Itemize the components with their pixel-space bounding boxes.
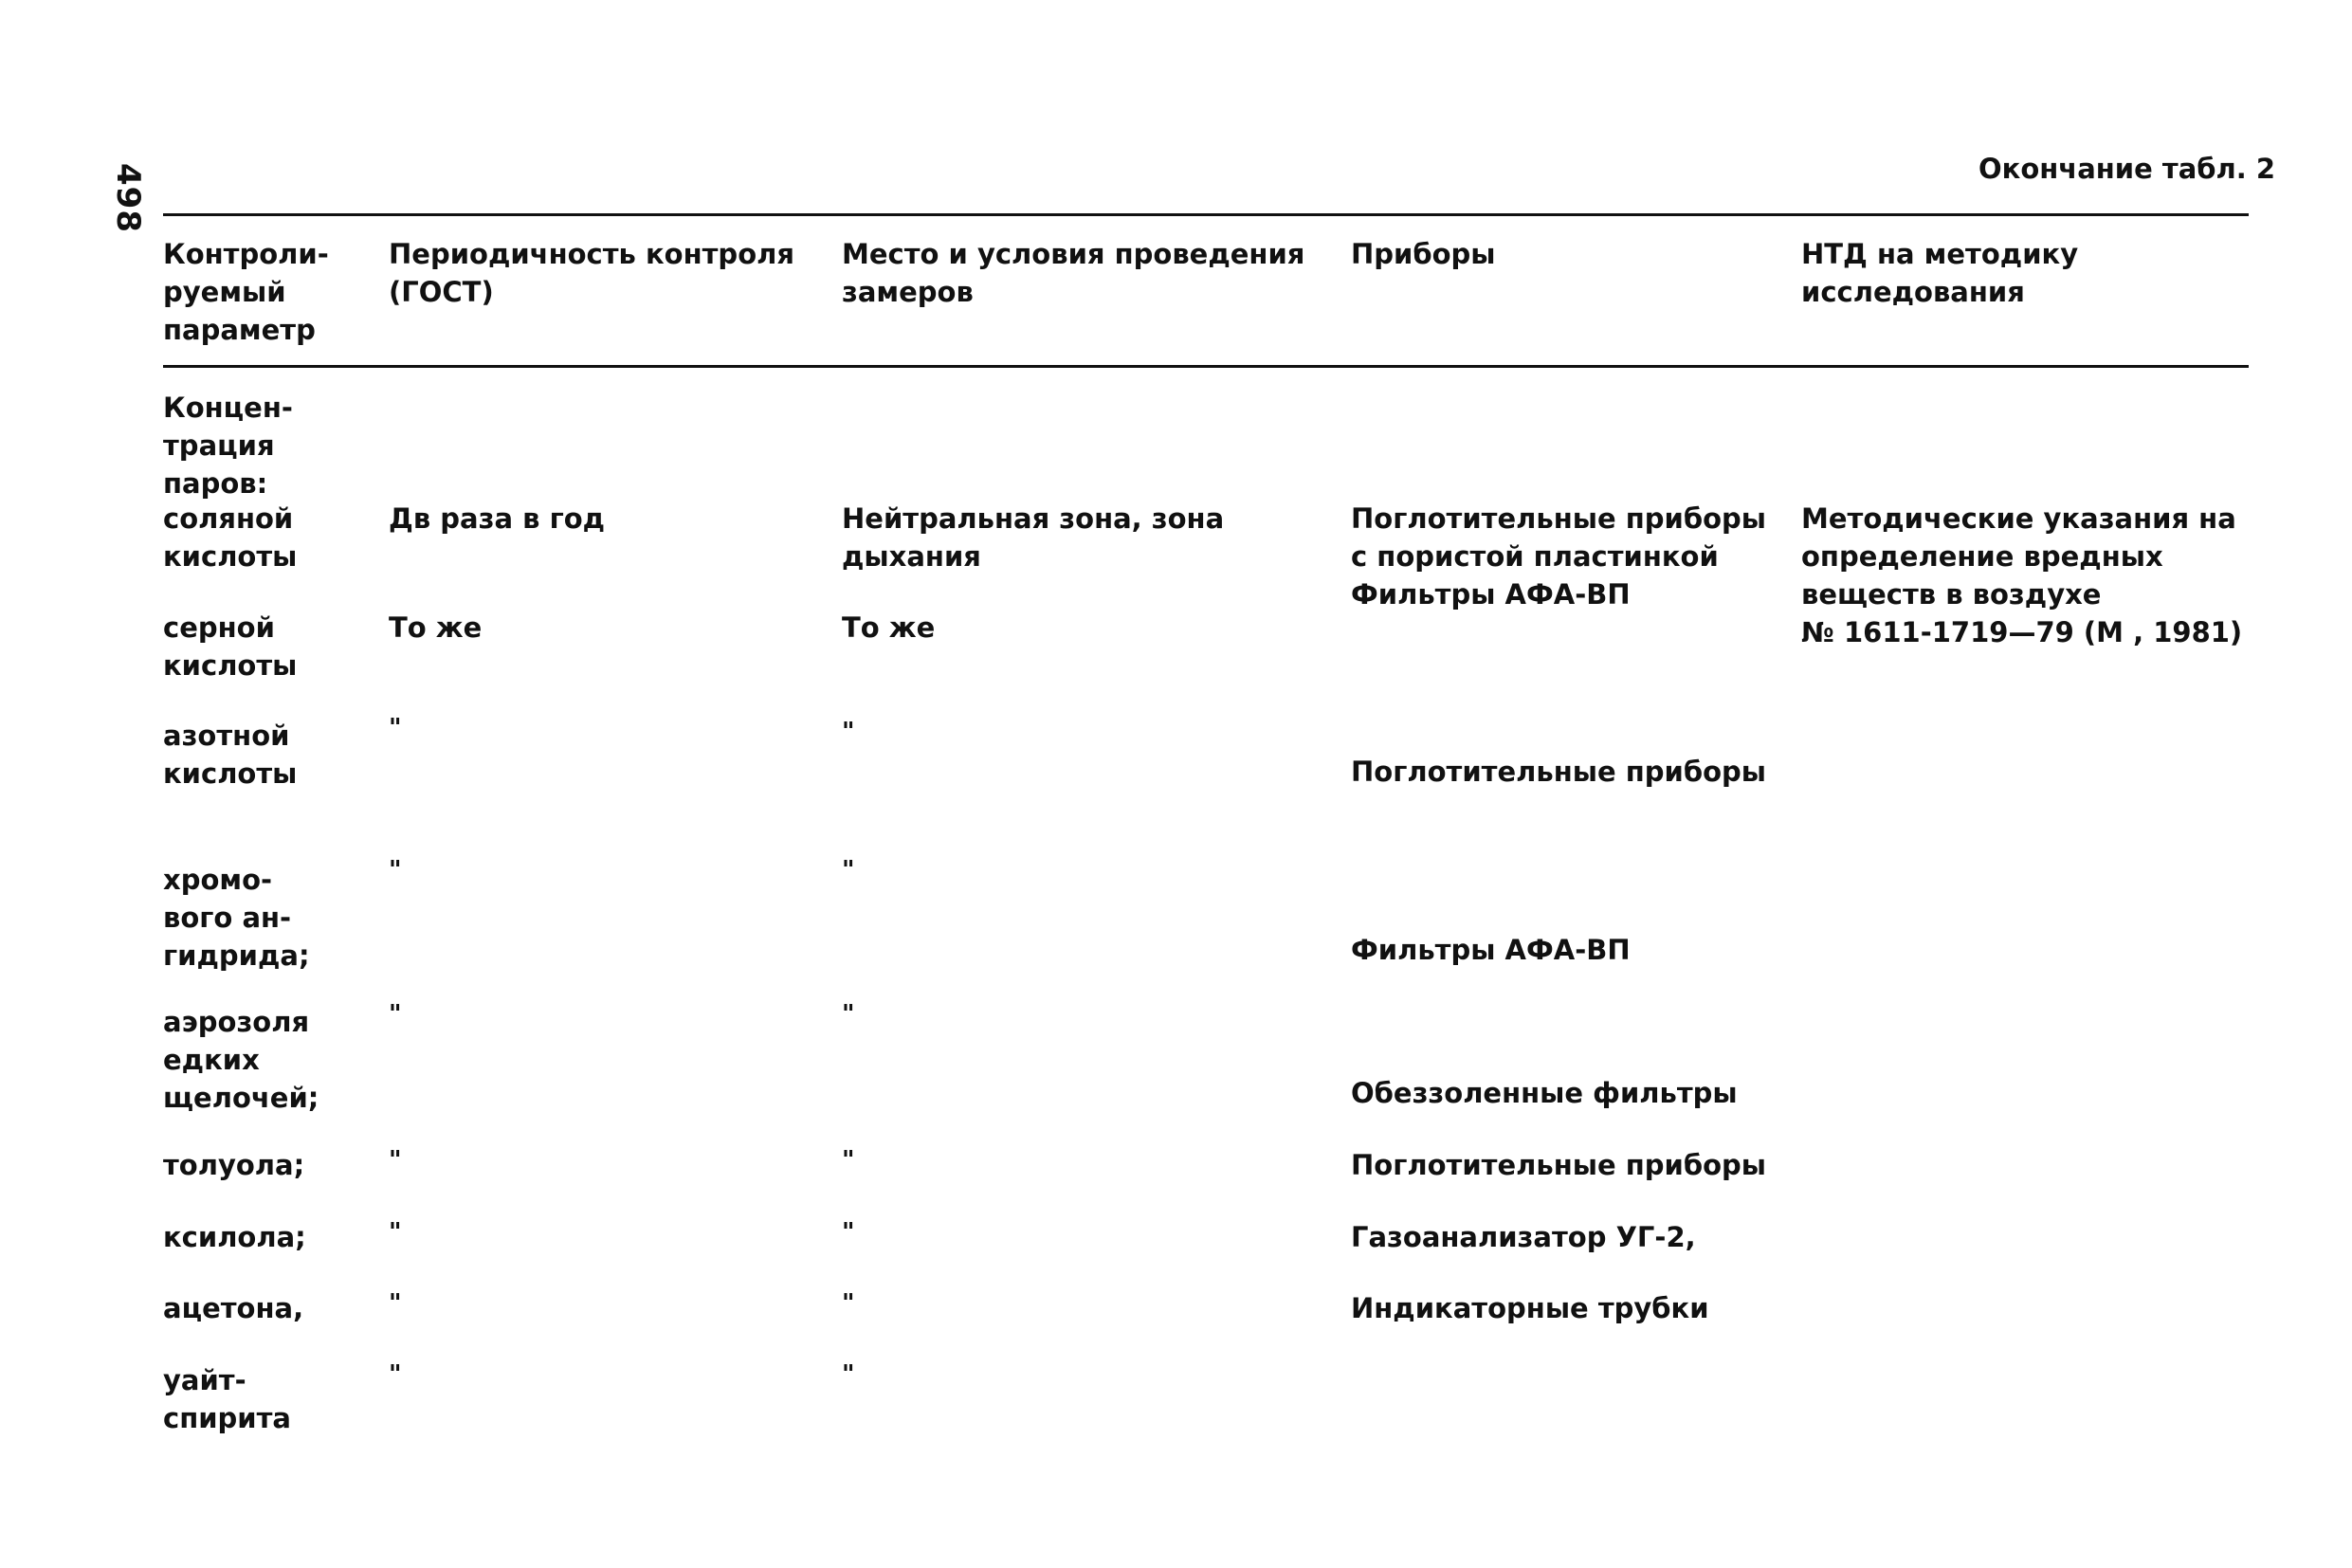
ditto-mark: " [389, 714, 402, 742]
header-ntd: НТД на методику исследования [1801, 238, 2079, 308]
header-devices: Приборы [1351, 238, 1496, 270]
ditto-mark: " [842, 718, 855, 746]
row-devices: Поглотительные приборы [1351, 756, 1766, 788]
row-parameter: ксилола; [163, 1221, 306, 1253]
ditto-mark: " [389, 1146, 402, 1175]
ditto-mark: " [842, 1360, 855, 1389]
row-parameter: уайт- спирита [163, 1364, 292, 1434]
row-parameter: ацетона, [163, 1292, 304, 1324]
ditto-mark: " [842, 1146, 855, 1175]
ditto-mark: " [842, 1289, 855, 1318]
table-top-rule [163, 213, 2249, 216]
row-ntd: Методические указания на определение вредных веществ в воздухе № 1611-1719—79 (М , 1981) [1801, 502, 2243, 648]
row-frequency: Дв раза в год [389, 502, 606, 535]
row-parameter: толуола; [163, 1149, 305, 1181]
ditto-mark: " [842, 1218, 855, 1247]
ditto-mark: " [389, 1000, 402, 1029]
row-devices: Фильтры АФА-ВП [1351, 934, 1631, 966]
header-frequency: Периодичность контроля (ГОСТ) [389, 238, 794, 308]
row-parameter: серной кислоты [163, 611, 298, 682]
header-parameter: Контроли- руемый параметр [163, 238, 329, 346]
row-devices: Индикаторные трубки [1351, 1292, 1709, 1324]
ditto-mark: " [842, 856, 855, 884]
row-parameter: азотной кислоты [163, 720, 298, 790]
ditto-mark: " [389, 856, 402, 884]
ditto-mark: " [389, 1360, 402, 1389]
group-label: Концен- трация паров: [163, 392, 293, 500]
ditto-mark: " [389, 1289, 402, 1318]
page-number: 498 [108, 163, 147, 233]
row-parameter: аэрозоля едких щелочей; [163, 1006, 319, 1114]
ditto-mark: " [389, 1218, 402, 1247]
row-devices: Поглотительные приборы [1351, 1149, 1766, 1181]
table-header-rule [163, 365, 2249, 368]
row-place: То же [842, 611, 936, 644]
row-place: Нейтральная зона, зона дыхания [842, 502, 1225, 573]
row-devices: Газоанализатор УГ-2, [1351, 1221, 1696, 1253]
row-parameter: хромо- вого ан- гидрида; [163, 864, 310, 972]
row-devices: Поглотительные приборы с пористой пластинкой Фильтры АФА-ВП [1351, 502, 1766, 611]
row-frequency: То же [389, 611, 483, 644]
header-place: Место и условия проведения замеров [842, 238, 1305, 308]
ditto-mark: " [842, 1000, 855, 1029]
table-continuation-label: Окончание табл. 2 [1978, 153, 2276, 185]
row-devices: Обеззоленные фильтры [1351, 1077, 1738, 1109]
row-parameter: соляной кислоты [163, 502, 298, 573]
